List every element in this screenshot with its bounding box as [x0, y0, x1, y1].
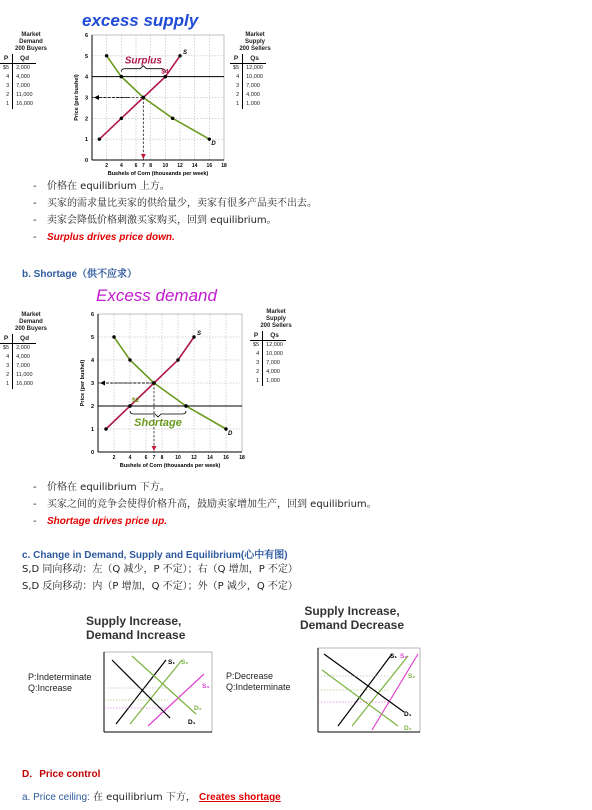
- y-tick-label: 3: [90, 381, 94, 387]
- section-heading-price-control: D．Price control: [22, 769, 101, 780]
- x-tick-label: 14: [207, 455, 213, 461]
- table-cell: 1: [250, 377, 263, 386]
- table-cell: 7,000: [266, 360, 280, 366]
- price-ceiling-line: a. Price ceiling: 在 equilibrium 下方， Creates shortage: [22, 792, 281, 803]
- table-row: [0, 380, 36, 389]
- demand-point: [105, 54, 108, 57]
- table-row: [230, 82, 266, 91]
- x-tick-label: 6: [134, 163, 138, 169]
- shift-diagram: [98, 648, 214, 736]
- y-axis-label: Price (per bushel): [74, 74, 80, 121]
- figure-note: P:Indeterminate Q:Increase: [28, 672, 92, 693]
- table-header-line: Market: [266, 309, 286, 315]
- demand-point: [171, 117, 174, 120]
- table-column-header: P: [0, 334, 13, 344]
- x-tick-label: 16: [223, 455, 229, 461]
- s2-label: S₂: [181, 659, 189, 666]
- table-row: [0, 344, 36, 354]
- x-axis-label: Bushels of Corn (thousands per week): [107, 171, 209, 177]
- x-tick-label: 18: [221, 163, 227, 169]
- table-column-header: P: [230, 54, 243, 64]
- table-header-line: Supply: [265, 316, 286, 322]
- x-tick-label: 14: [191, 163, 198, 169]
- table-cell: 12,000: [266, 342, 283, 348]
- y-tick-label: 4: [90, 358, 94, 364]
- supply-point: [98, 137, 101, 140]
- y-tick-label: 3: [84, 95, 88, 102]
- y-tick-label: 6: [84, 33, 88, 39]
- d1-label: D₁: [404, 711, 412, 718]
- table-cell: 11,000: [16, 92, 33, 98]
- figure-title: Excess demand: [96, 286, 217, 305]
- table-header-line: Demand: [19, 319, 43, 325]
- price-line-demand-point: [184, 404, 187, 407]
- table-row: [0, 362, 36, 371]
- section-heading-change: c. Change in Demand, Supply and Equilibrium(心中有图): [22, 550, 288, 561]
- x-tick-label: 10: [175, 455, 181, 461]
- table-cell: 3: [0, 82, 13, 91]
- table-cell: 4,000: [246, 92, 260, 98]
- table-cell: 4: [250, 350, 263, 359]
- x-tick-label: 7: [141, 163, 145, 169]
- table-column-header: Qs: [263, 331, 286, 341]
- y-tick-label: 2: [84, 116, 88, 123]
- x-tick-label: 16: [206, 163, 213, 169]
- price-line-demand-point: [120, 75, 123, 78]
- y-axis-label: Price (per bushel): [80, 359, 86, 407]
- table-row: [250, 368, 286, 377]
- table-cell: 3: [0, 362, 13, 371]
- table-row: [250, 377, 286, 386]
- price-label: $4: [161, 68, 169, 76]
- table-header-line: 200 Sellers: [260, 323, 292, 329]
- s1-label: S₁: [390, 653, 398, 660]
- x-tick-label: 7: [152, 455, 156, 461]
- table-row: [0, 91, 36, 100]
- bullet-item: - Shortage drives price up.: [33, 516, 168, 527]
- table-header-line: Demand: [19, 39, 43, 45]
- table-cell: 1: [0, 380, 13, 389]
- table-row: [250, 341, 286, 351]
- supply-demand-chart: [70, 308, 248, 470]
- table-cell: 2,000: [16, 65, 30, 71]
- y-tick-label: 6: [90, 312, 94, 318]
- demand-table: [0, 32, 62, 109]
- y-tick-label: 0: [84, 158, 88, 164]
- supply-point: [176, 358, 179, 361]
- rule-same-direction: S,D 同向移动：左（Q 减少，P 不定）；右（Q 增加，P 不定）: [22, 564, 298, 575]
- table-header-line: Market: [21, 32, 41, 38]
- y-tick-label: 4: [84, 74, 88, 81]
- y-tick-label: 1: [84, 137, 88, 144]
- table-header-line: Market: [245, 32, 265, 38]
- table-row: [0, 82, 36, 91]
- supply-point: [104, 427, 107, 430]
- gap-label: Shortage: [134, 417, 182, 429]
- demand-table: [0, 312, 62, 389]
- table-row: [0, 371, 36, 380]
- table-cell: $5: [230, 64, 243, 74]
- s3-label: S₃: [202, 683, 210, 690]
- y-tick-label: 2: [90, 404, 94, 410]
- x-tick-label: 4: [128, 455, 132, 461]
- y-tick-label: 5: [90, 335, 94, 341]
- bullet-item: - 买家之间的竞争会使得价格升高，鼓励卖家增加生产，回到 equilibrium。: [33, 499, 377, 510]
- demand-curve-label: D: [211, 141, 216, 148]
- s1-label: S₁: [168, 659, 176, 666]
- price-line-supply-point: [128, 404, 131, 407]
- figure-note: P:Decrease Q:Indeterminate: [226, 671, 291, 692]
- table-cell: $5: [0, 64, 13, 74]
- table-cell: 1: [0, 100, 13, 109]
- section-heading-shortage: b. Shortage（供不应求）: [22, 269, 138, 280]
- table-cell: 16,000: [16, 101, 33, 107]
- table-cell: 2: [0, 371, 13, 380]
- table-row: [0, 64, 36, 74]
- gap-label: Surplus: [124, 55, 162, 67]
- d1-label: D₁: [188, 719, 196, 726]
- x-axis-label: Bushels of Corn (thousands per week): [119, 463, 221, 469]
- table-row: [230, 100, 266, 109]
- s3-label: S₃: [400, 653, 408, 660]
- table-cell: 2,000: [16, 345, 30, 351]
- y-tick-label: 0: [90, 450, 94, 456]
- figure-title: excess supply: [82, 11, 199, 30]
- table-cell: 16,000: [16, 381, 33, 387]
- demand-point: [112, 335, 115, 338]
- table-cell: 3: [230, 82, 243, 91]
- s2-label: S₂: [408, 673, 416, 680]
- table-cell: 7,000: [16, 363, 30, 369]
- table-row: [0, 73, 36, 82]
- table-cell: 4,000: [16, 74, 30, 80]
- table-cell: 10,000: [266, 351, 283, 357]
- x-tick-label: 6: [144, 455, 148, 461]
- figure-title: Supply Increase, Demand Decrease: [299, 604, 405, 632]
- demand-point: [128, 358, 131, 361]
- table-cell: 4: [0, 73, 13, 82]
- table-cell: 10,000: [246, 74, 263, 80]
- table-row: [250, 350, 286, 359]
- y-tick-label: 1: [90, 427, 94, 433]
- table-cell: 12,000: [246, 65, 263, 71]
- table-row: [0, 100, 36, 109]
- supply-table: [250, 309, 302, 386]
- bullet-item: - 买家的需求量比卖家的供给量少，卖家有很多产品卖不出去。: [33, 198, 317, 209]
- table-cell: 1: [230, 100, 243, 109]
- table-cell: 4,000: [266, 369, 280, 375]
- table-cell: 1,000: [246, 101, 260, 107]
- table-header-line: 200 Buyers: [14, 46, 48, 52]
- y-tick-label: 5: [84, 53, 88, 60]
- supply-demand-chart: [66, 30, 232, 178]
- table-header-line: 200 Sellers: [239, 46, 271, 52]
- table-column-header: P: [250, 331, 263, 341]
- plot-frame: [104, 652, 212, 732]
- supply-table: [230, 32, 280, 109]
- table-row: [230, 64, 266, 74]
- x-tick-label: 4: [119, 163, 123, 169]
- table-row: [0, 353, 36, 362]
- table-cell: $5: [0, 344, 13, 354]
- rule-opposite-direction: S,D 反向移动：内（P 增加，Q 不定）；外（P 减少，Q 不定）: [22, 581, 298, 592]
- bullet-item: - Surplus drives price down.: [33, 232, 175, 243]
- supply-point: [120, 117, 123, 120]
- d2-label: D₂: [404, 725, 412, 732]
- x-tick-label: 2: [112, 455, 116, 461]
- x-tick-label: 2: [105, 163, 109, 169]
- table-header-line: 200 Buyers: [14, 326, 48, 332]
- x-tick-label: 18: [239, 455, 245, 461]
- bullet-item: - 价格在 equilibrium 上方。: [33, 181, 170, 192]
- x-tick-label: 10: [162, 163, 169, 169]
- bullet-item: - 卖家会降低价格刺激买家购买，回到 equilibrium。: [33, 215, 277, 226]
- shift-diagram: [312, 644, 422, 736]
- table-cell: 2: [230, 91, 243, 100]
- table-cell: $5: [250, 341, 263, 351]
- supply-curve-label: S: [197, 331, 202, 337]
- bullet-item: - 价格在 equilibrium 下方。: [33, 482, 170, 493]
- table-cell: 7,000: [16, 83, 30, 89]
- table-cell: 2: [250, 368, 263, 377]
- table-cell: 2: [0, 91, 13, 100]
- supply-point: [192, 335, 195, 338]
- creates-shortage-link[interactable]: Creates shortage: [199, 792, 281, 803]
- supply-curve-label: S: [183, 49, 188, 56]
- table-column-header: Qs: [243, 54, 266, 64]
- table-column-header: P: [0, 54, 13, 64]
- demand-curve-label: D: [228, 431, 233, 437]
- d2-label: D₂: [194, 705, 202, 712]
- table-cell: 4: [0, 353, 13, 362]
- table-column-header: Qd: [13, 334, 36, 344]
- table-row: [230, 91, 266, 100]
- x-tick-label: 12: [191, 455, 197, 461]
- table-cell: 1,000: [266, 378, 280, 384]
- table-header-line: Supply: [244, 39, 265, 45]
- x-tick-label: 8: [149, 163, 153, 169]
- table-column-header: Qd: [13, 54, 36, 64]
- table-cell: 7,000: [246, 83, 260, 89]
- table-cell: 3: [250, 359, 263, 368]
- table-row: [250, 359, 286, 368]
- table-cell: 4,000: [16, 354, 30, 360]
- table-header-line: Market: [21, 312, 41, 318]
- x-tick-label: 8: [160, 455, 164, 461]
- figure-title: Supply Increase, Demand Increase: [86, 614, 186, 642]
- table-cell: 11,000: [16, 372, 33, 378]
- x-tick-label: 12: [177, 163, 183, 169]
- supply-point: [178, 54, 181, 57]
- table-cell: 4: [230, 73, 243, 82]
- price-label: $2: [132, 397, 140, 404]
- table-row: [230, 73, 266, 82]
